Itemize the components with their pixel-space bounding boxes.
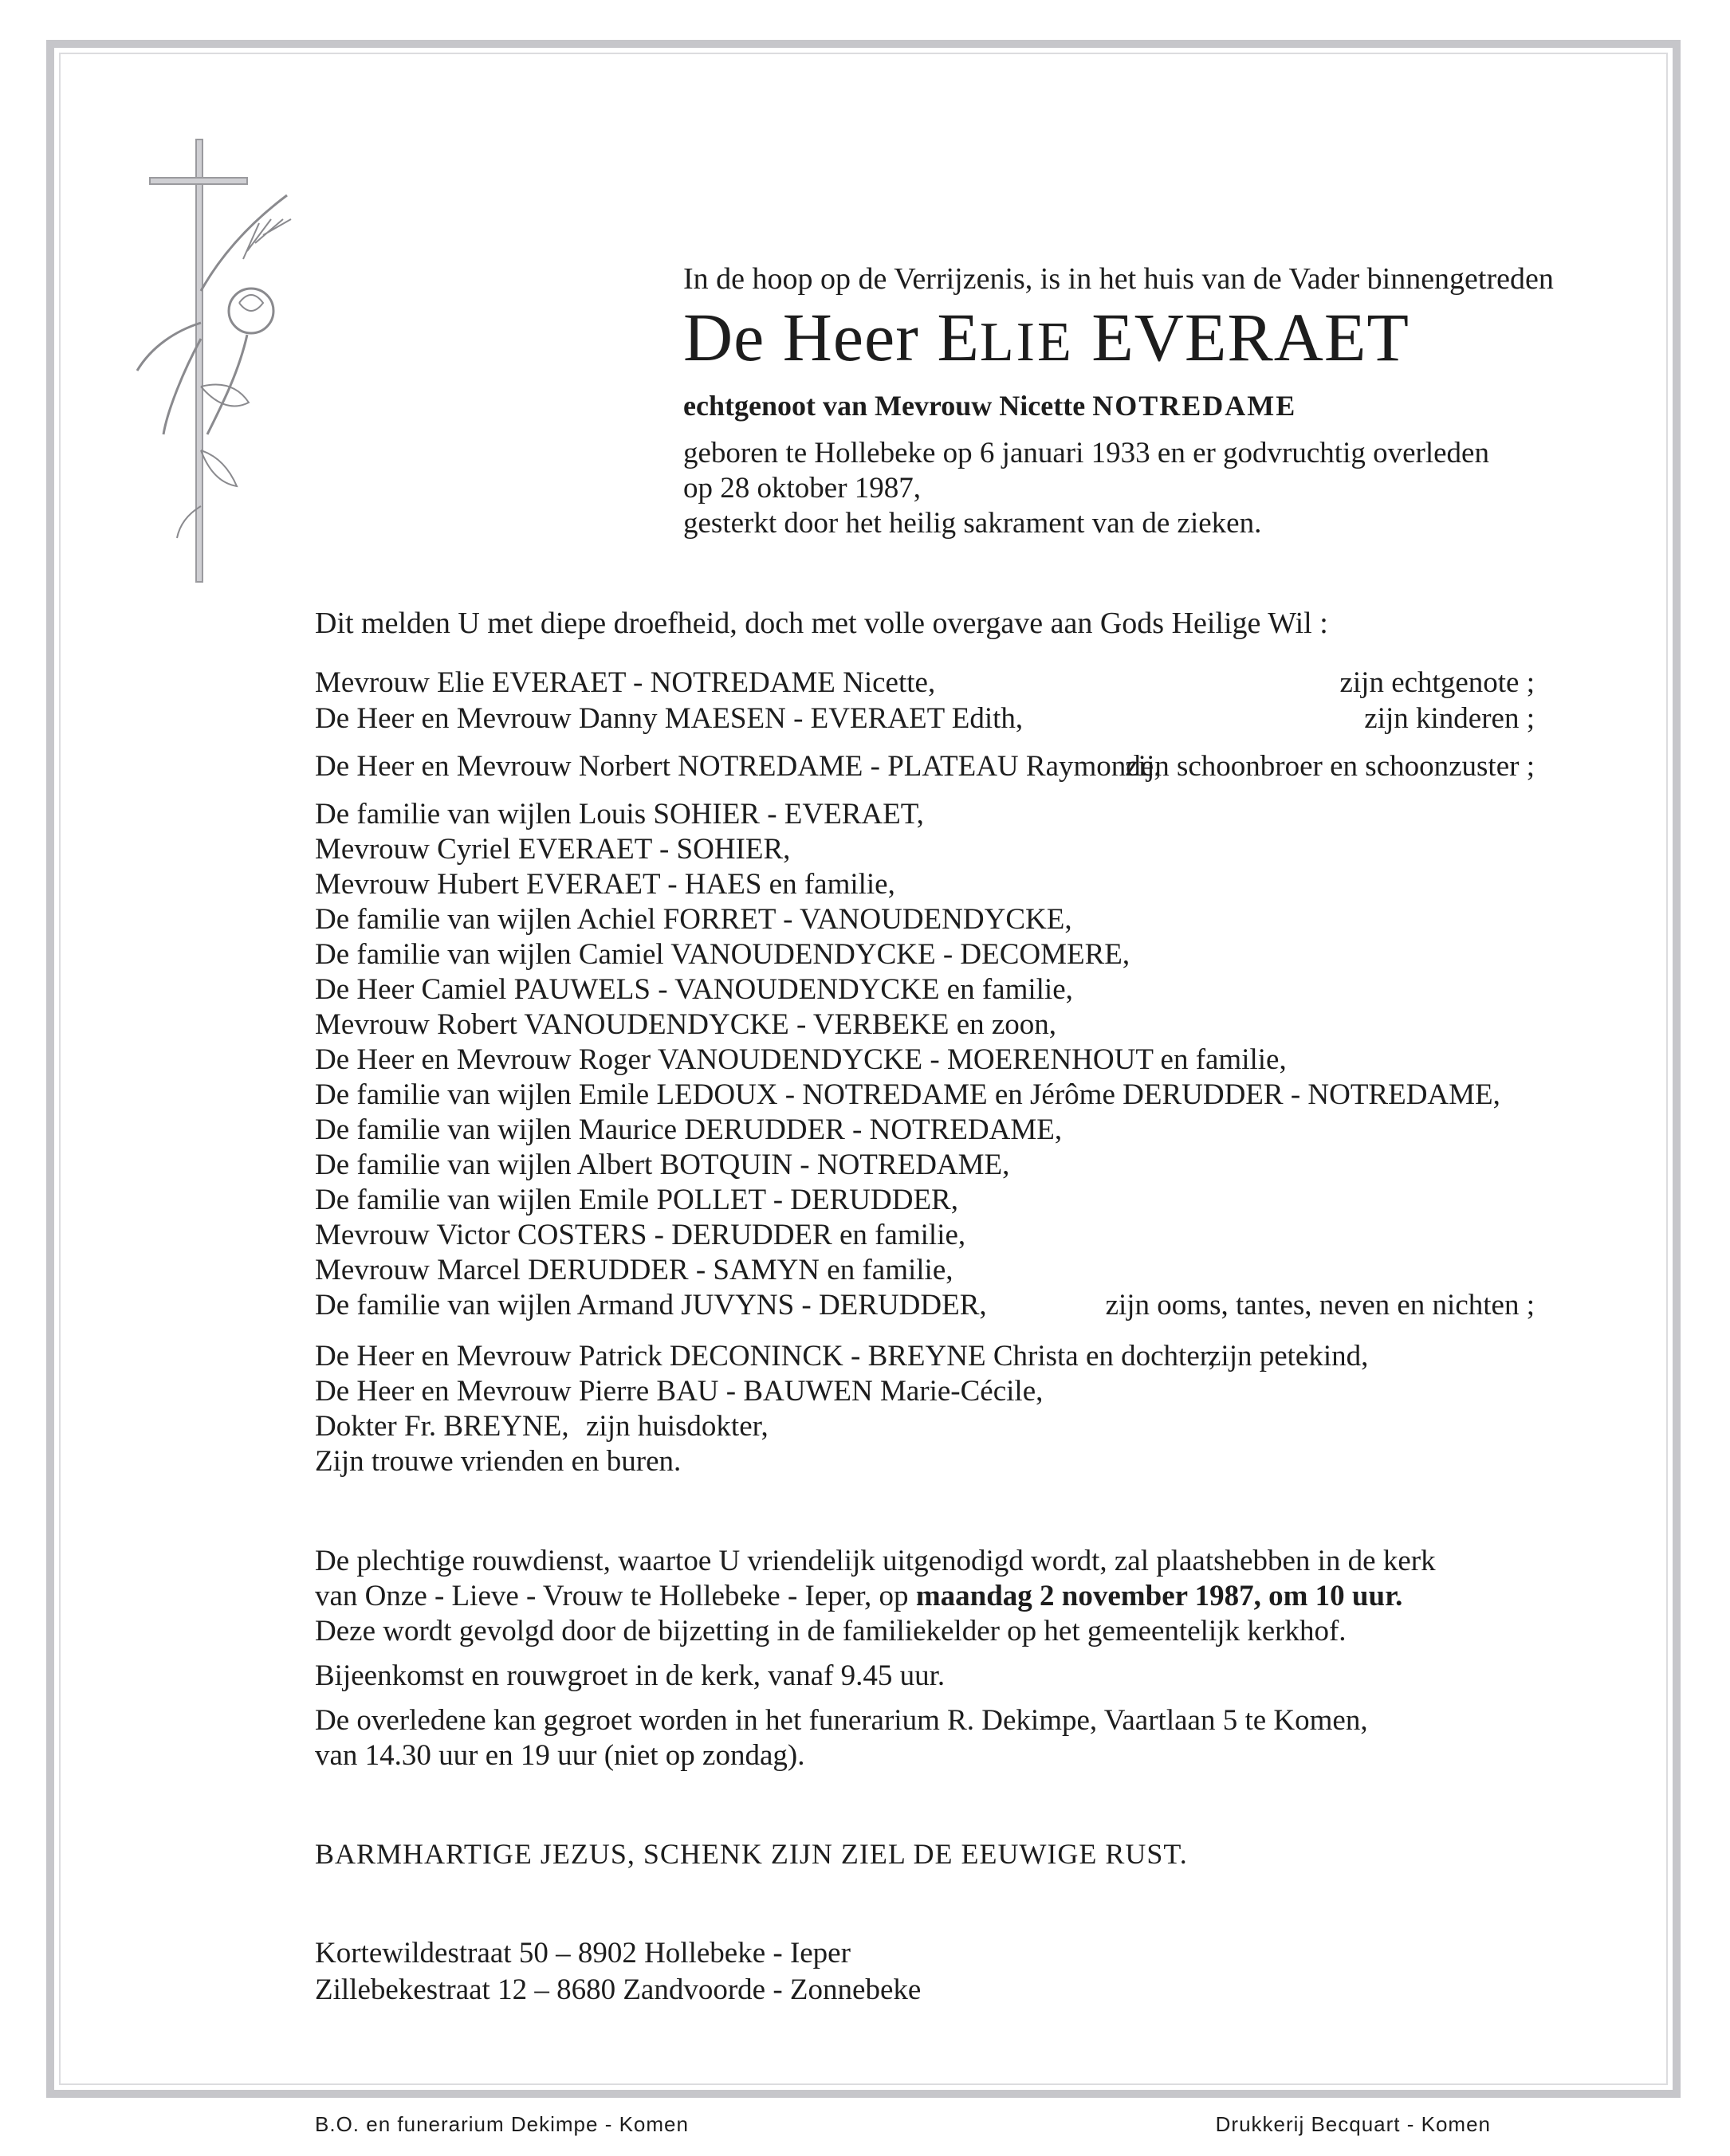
family-line: Mevrouw Marcel DERUDDER - SAMYN en familie, — [315, 1254, 953, 1286]
service-line-2 — [315, 1579, 1436, 1614]
family-line: Dokter Fr. BREYNE, — [315, 1410, 569, 1443]
family-line: De Heer Camiel PAUWELS - VANOUDENDYCKE en familie, — [315, 973, 1073, 1006]
surname: EVERAET — [1091, 299, 1410, 375]
family-line: De familie van wijlen Maurice DERUDDER - NOTREDAME, — [315, 1113, 1063, 1146]
role-in-laws: zijn schoonbroer en schoonzuster ; — [1125, 750, 1535, 783]
family-line: Mevrouw Victor COSTERS - DERUDDER en familie, — [315, 1219, 966, 1251]
family-line: Zijn trouwe vrienden en buren. — [315, 1445, 682, 1478]
service-date: maandag 2 november 1987, om 10 uur. — [915, 1580, 1403, 1612]
family-line: De Heer en Mevrouw Patrick DECONINCK - BREYNE Christa en dochter, — [315, 1340, 1216, 1373]
title-prefix: De Heer — [683, 299, 919, 375]
service-line-4: Bijeenkomst en rouwgroet in de kerk, vanaf 9.45 uur. — [315, 1659, 946, 1692]
family-line: Mevrouw Robert VANOUDENDYCKE - VERBEKE en zoon, — [315, 1008, 1057, 1041]
role-doctor: zijn huisdokter, — [586, 1410, 769, 1443]
deceased-name — [683, 299, 1410, 375]
family-line: De familie van wijlen Emile LEDOUX - NOTREDAME en Jérôme DERUDDER - NOTREDAME, — [315, 1078, 1500, 1111]
family-line: De Heer en Mevrouw Roger VANOUDENDYCKE - MOERENHOUT en familie, — [315, 1043, 1287, 1076]
spouse-surname: NOTREDAME — [1092, 390, 1297, 422]
family-line: De Heer en Mevrouw Danny MAESEN - EVERAET Edith, — [315, 702, 1024, 735]
announcement: Dit melden U met diepe droefheid, doch met volle overgave aan Gods Heilige Wil : — [315, 607, 1328, 640]
spouse-prefix: echtgenoot van Mevrouw Nicette — [683, 390, 1086, 422]
service-line-5: De overledene kan gegroet worden in het funerarium R. Dekimpe, Vaartlaan 5 te Komen, — [315, 1704, 1368, 1737]
service-line-6: van 14.30 uur en 19 uur (niet op zondag). — [315, 1739, 805, 1772]
service-line-3: Deze wordt gevolgd door de bijzetting in de familiekelder op het gemeentelijk kerkhof. — [315, 1615, 1347, 1647]
family-line: De familie van wijlen Emile POLLET - DERUDDER, — [315, 1184, 958, 1216]
role-godchild: zijn petekind, — [1208, 1340, 1369, 1373]
spouse-line — [683, 389, 1296, 422]
family-line: De Heer en Mevrouw Pierre BAU - BAUWEN Marie-Cécile, — [315, 1375, 1044, 1408]
addresses — [315, 1935, 921, 2009]
birth-line-2: op 28 oktober 1987, — [683, 472, 922, 505]
family-line: De familie van wijlen Achiel FORRET - VANOUDENDYCKE, — [315, 903, 1072, 936]
role-spouse: zijn echtgenote ; — [1339, 666, 1535, 699]
birth-line-1: geboren te Hollebeke op 6 januari 1933 en er godvruchtig overleden — [683, 437, 1489, 469]
role-relatives: zijn ooms, tantes, neven en nichten ; — [1105, 1289, 1535, 1321]
intro-text: In de hoop op de Verrijzenis, is in het huis van de Vader binnengetreden — [683, 262, 1554, 296]
footer-printer: Drukkerij Becquart - Komen — [1215, 2112, 1491, 2136]
birth-line-3: gesterkt door het heilig sakrament van de zieken. — [683, 507, 1262, 540]
first-name-rest: LIE — [979, 312, 1074, 373]
family-line: Mevrouw Hubert EVERAET - HAES en familie, — [315, 868, 895, 901]
service-details — [315, 1544, 1436, 1773]
birth-death-info — [683, 436, 1489, 541]
address-line: Kortewildestraat 50 – 8902 Hollebeke - Ieper — [315, 1937, 851, 1969]
footer-funeral-home: B.O. en funerarium Dekimpe - Komen — [315, 2112, 689, 2136]
service-location: van Onze - Lieve - Vrouw te Hollebeke - Ieper, op — [315, 1580, 909, 1612]
address-line: Zillebekestraat 12 – 8680 Zandvoorde - Zonnebeke — [315, 1973, 922, 2006]
family-line: De familie van wijlen Camiel VANOUDENDYCKE - DECOMERE, — [315, 938, 1130, 971]
closing-prayer: BARMHARTIGE JEZUS, SCHENK ZIJN ZIEL DE EEUWIGE RUST. — [315, 1838, 1188, 1870]
first-name-initial: E — [937, 299, 980, 375]
family-line: De familie van wijlen Armand JUVYNS - DERUDDER, — [315, 1289, 987, 1321]
family-line: De Heer en Mevrouw Norbert NOTREDAME - PLATEAU Raymonde, — [315, 750, 1162, 783]
role-children: zijn kinderen ; — [1364, 702, 1535, 735]
family-line: Mevrouw Cyriel EVERAET - SOHIER, — [315, 833, 791, 866]
service-line-1: De plechtige rouwdienst, waartoe U vriendelijk uitgenodigd wordt, zal plaatshebben in de kerk — [315, 1545, 1436, 1577]
family-line: De familie van wijlen Louis SOHIER - EVERAET, — [315, 798, 924, 831]
cross-ornament-icon — [128, 132, 335, 594]
family-line: Mevrouw Elie EVERAET - NOTREDAME Nicette, — [315, 666, 936, 699]
family-line: De familie van wijlen Albert BOTQUIN - NOTREDAME, — [315, 1149, 1010, 1181]
